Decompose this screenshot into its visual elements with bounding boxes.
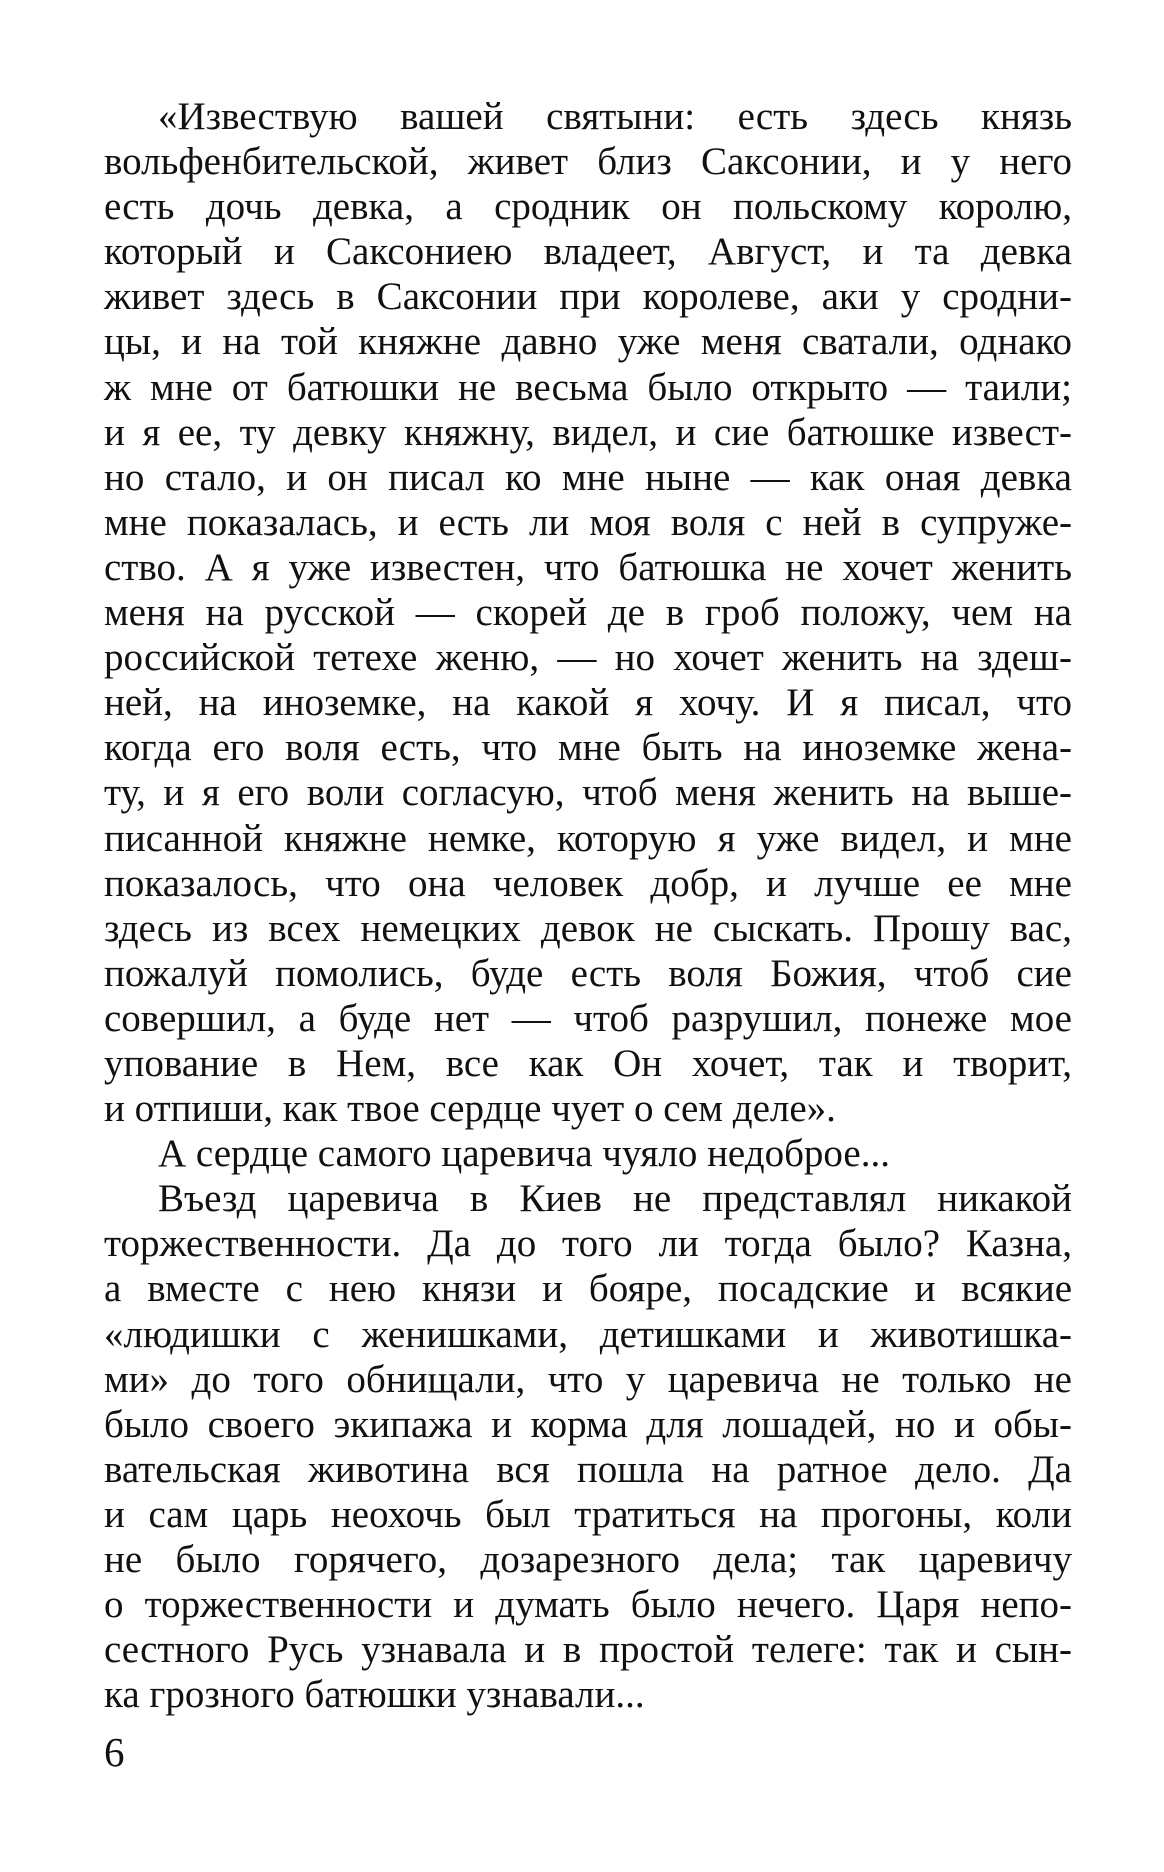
paragraph-letter: [104, 94, 1072, 1131]
text-line: ней, на иноземке, на какой я хочу. И я писал, что: [104, 681, 1072, 725]
text-line: сестного Русь узнавала и в простой телеге: так и сын-: [104, 1628, 1072, 1672]
text-line: но стало, и он писал ко мне ныне — как оная девка: [104, 455, 1072, 499]
text-line: о торжественности и думать было нечего. Царя непо-: [104, 1583, 1072, 1627]
text-line: который и Саксониею владеет, Август, и та девка: [104, 230, 1072, 274]
text-line: российской тетехе женю, — но хочет женить на здеш-: [104, 636, 1072, 680]
text-line: ж мне от батюшки не весьма было открыто — таили;: [104, 365, 1072, 409]
paragraph-short: [104, 1131, 1072, 1176]
text-line: ми» до того обнищали, что у царевича не только не: [104, 1357, 1072, 1401]
text-line: меня на русской — скорей де в гроб положу, чем на: [104, 591, 1072, 635]
text-line: упование в Нем, все как Он хочет, так и творит,: [104, 1041, 1072, 1085]
text-line: не было горячего, дозарезного дела; так царевичу: [104, 1538, 1072, 1581]
text-line: и отпиши, как твое сердце чует о сем деле».: [104, 1087, 836, 1131]
text-line: ка грозного батюшки узнавали...: [104, 1673, 645, 1717]
page-number: 6: [104, 1729, 125, 1775]
paragraph-entry-to-kiev: [104, 1176, 1072, 1717]
text-line: и я ее, ту девку княжну, видел, и сие батюшке извест-: [104, 410, 1072, 454]
text-line: ство. А я уже известен, что батюшка не хочет женить: [104, 545, 1072, 589]
text-line: «людишки с женишками, детишками и животишка-: [104, 1312, 1072, 1356]
text-line: показалось, что она человек добр, и лучше ее мне: [104, 861, 1072, 905]
text-line: «Извествую вашей святыни: есть здесь князь: [158, 95, 1072, 138]
text-line: А сердце самого царевича чуяло недоброе...: [158, 1132, 890, 1176]
text-line: мне показалась, и есть ли моя воля с ней в супруже-: [104, 500, 1072, 544]
text-line: цы, и на той княжне давно уже меня сватали, однако: [104, 320, 1072, 364]
text-line: а вместе с нею князи и бояре, посадские и всякие: [104, 1267, 1072, 1311]
text-line: совершил, а буде нет — чтоб разрушил, понеже мое: [104, 996, 1072, 1040]
text-line: было своего экипажа и корма для лошадей, но и обы-: [104, 1402, 1072, 1446]
text-line: здесь из всех немецких девок не сыскать. Прошу вас,: [104, 906, 1072, 950]
text-line: и сам царь неохочь был тратиться на прогоны, коли: [104, 1492, 1072, 1536]
text-line: вательская животина вся пошла на ратное дело. Да: [104, 1447, 1072, 1491]
text-line: когда его воля есть, что мне быть на иноземке жена-: [104, 726, 1072, 770]
text-line: торжественности. Да до того ли тогда было? Казна,: [104, 1222, 1072, 1266]
text-line: писанной княжне немке, которую я уже видел, и мне: [104, 816, 1072, 860]
text-line: вольфенбительской, живет близ Саксонии, и у него: [104, 140, 1072, 184]
text-line: Въезд царевича в Киев не представлял никакой: [158, 1177, 1072, 1221]
book-page-text: [104, 94, 1072, 1717]
text-line: есть дочь девка, а сродник он польскому королю,: [104, 185, 1072, 229]
text-line: живет здесь в Саксонии при королеве, аки у сродни-: [104, 275, 1072, 319]
text-line: пожалуй помолись, буде есть воля Божия, чтоб сие: [104, 951, 1072, 995]
text-line: ту, и я его воли согласую, чтоб меня женить на выше-: [104, 771, 1072, 815]
